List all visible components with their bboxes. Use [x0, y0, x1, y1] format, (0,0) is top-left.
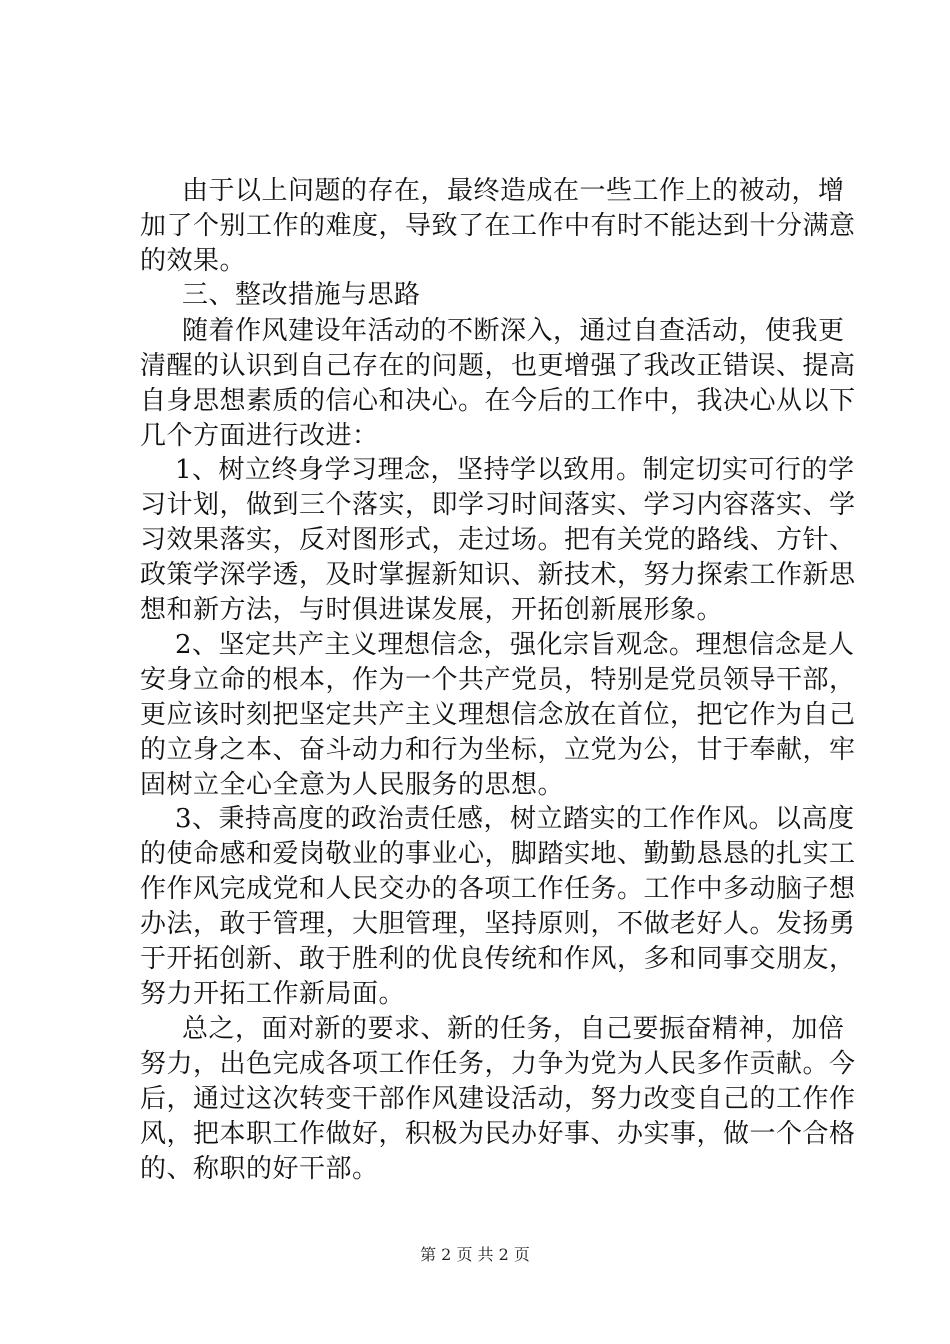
- item-3-line-1: 3、秉持高度的政治责任感，树立踏实的工作作风。以高度: [175, 804, 855, 834]
- item-1-line-5: 想和新方法，与时俱进谋发展，开拓创新展形象。: [140, 595, 724, 625]
- paragraph-1-line-1: 由于以上问题的存在，最终造成在一些工作上的被动，增: [182, 176, 845, 206]
- item-2-line-4: 的立身之本、奋斗动力和行为坐标，立党为公，甘于奉献，牢: [140, 735, 856, 765]
- paragraph-1-line-2: 加了个别工作的难度，导致了在工作中有时不能达到十分满意: [140, 211, 856, 241]
- item-3-line-6: 努力开拓工作新局面。: [140, 979, 406, 1009]
- item-1-line-2: 习计划，做到三个落实，即学习时间落实、学习内容落实、学: [140, 490, 856, 520]
- item-2-line-1: 2、坚定共产主义理想信念，强化宗旨观念。理想信念是人: [175, 630, 855, 660]
- item-3-line-5: 于开拓创新、敢于胜利的优良传统和作风，多和同事交朋友，: [140, 944, 856, 974]
- conclusion-line-4: 风，把本职工作做好，积极为民办好事、办实事，做一个合格: [140, 1119, 856, 1149]
- item-3-line-3: 作作风完成党和人民交办的各项工作任务。工作中多动脑子想: [140, 874, 856, 904]
- conclusion-line-5: 的、称职的好干部。: [140, 1154, 379, 1184]
- item-2-line-2: 安身立命的根本，作为一个共产党员，特别是党员领导干部，: [140, 665, 856, 695]
- item-1-line-1: 1、树立终身学习理念，坚持学以致用。制定切实可行的学: [175, 455, 855, 485]
- item-1-line-3: 习效果落实，反对图形式，走过场。把有关党的路线、方针、: [140, 525, 856, 555]
- item-2-line-3: 更应该时刻把坚定共产主义理想信念放在首位，把它作为自己: [140, 700, 856, 730]
- conclusion-line-2: 努力，出色完成各项工作任务，力争为党为人民多作贡献。今: [140, 1049, 856, 1079]
- item-3-line-4: 办法，敢于管理，大胆管理，坚持原则，不做老好人。发扬勇: [140, 909, 856, 939]
- paragraph-2-line-1: 随着作风建设年活动的不断深入，通过自查活动，使我更: [182, 316, 845, 346]
- conclusion-line-1: 总之，面对新的要求、新的任务，自己要振奋精神，加倍: [182, 1014, 845, 1044]
- paragraph-2-line-2: 清醒的认识到自己存在的问题，也更增强了我改正错误、提高: [140, 351, 856, 381]
- section-heading: 三、整改措施与思路: [182, 280, 421, 310]
- item-1-line-4: 政策学深学透，及时掌握新知识、新技术，努力探索工作新思: [140, 560, 856, 590]
- item-2-line-5: 固树立全心全意为人民服务的思想。: [140, 770, 565, 800]
- paragraph-1-line-3: 的效果。: [140, 246, 247, 276]
- page-number-footer: 第 2 页 共 2 页: [420, 1245, 530, 1264]
- paragraph-2-line-4: 几个方面进行改进：: [140, 421, 379, 451]
- paragraph-2-line-3: 自身思想素质的信心和决心。在今后的工作中，我决心从以下: [140, 386, 856, 416]
- item-3-line-2: 的使命感和爱岗敬业的事业心，脚踏实地、勤勤恳恳的扎实工: [140, 839, 856, 869]
- conclusion-line-3: 后，通过这次转变干部作风建设活动，努力改变自己的工作作: [140, 1084, 856, 1114]
